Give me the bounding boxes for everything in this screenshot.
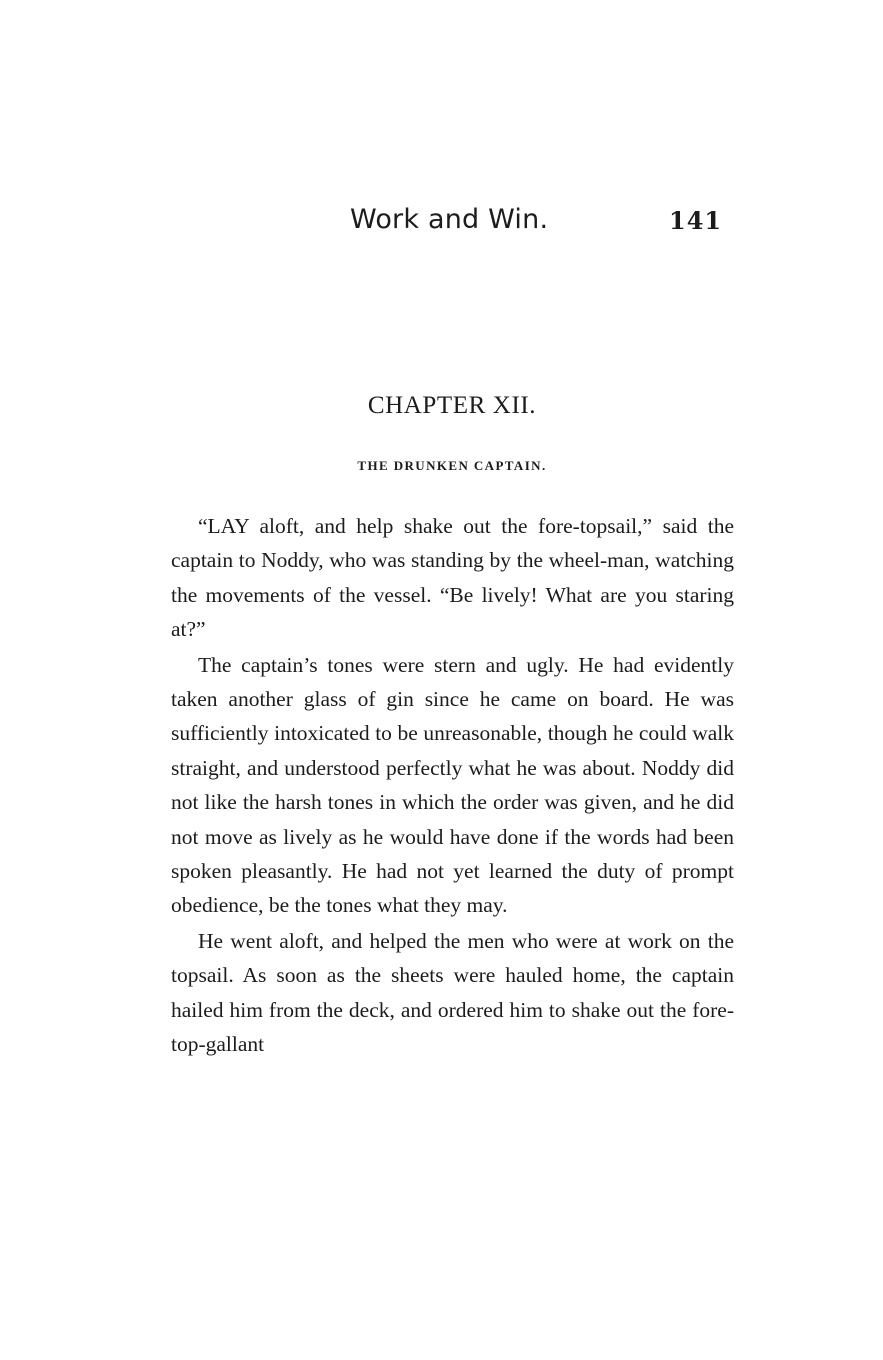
paragraph: “LAY aloft, and help shake out the fore-topsail,” said the captain to Noddy, who was standing by the wheel-man, watching the movements of the vessel. “Be lively! What are you staring at?” bbox=[171, 514, 734, 642]
running-title: Work and Win. bbox=[350, 204, 549, 235]
paragraph: The captain’s tones were stern and ugly. He had evidently taken another glass of gin since he came on board. He was sufficiently intoxicated to be unreasonable, though he could walk straight, and understood perfectly what he was about. Noddy did not like the harsh tones in which the order was given, and he did not move as lively as he would have done if the words had been spoken pleasantly. He had not yet learned the duty of prompt obedience, be the tones what they may. bbox=[171, 652, 734, 918]
chapter-heading: CHAPTER XII. bbox=[367, 392, 537, 419]
body-text bbox=[171, 509, 734, 1062]
running-head bbox=[0, 204, 883, 244]
chapter-subtitle: THE DRUNKEN CAPTAIN. bbox=[357, 458, 547, 473]
page-number: 141 bbox=[669, 206, 723, 235]
paragraph: He went aloft, and helped the men who were at work on the topsail. As soon as the sheets were hauled home, the captain hailed him from the deck, and ordered him to shake out the fore-top-gallant bbox=[171, 928, 734, 1057]
